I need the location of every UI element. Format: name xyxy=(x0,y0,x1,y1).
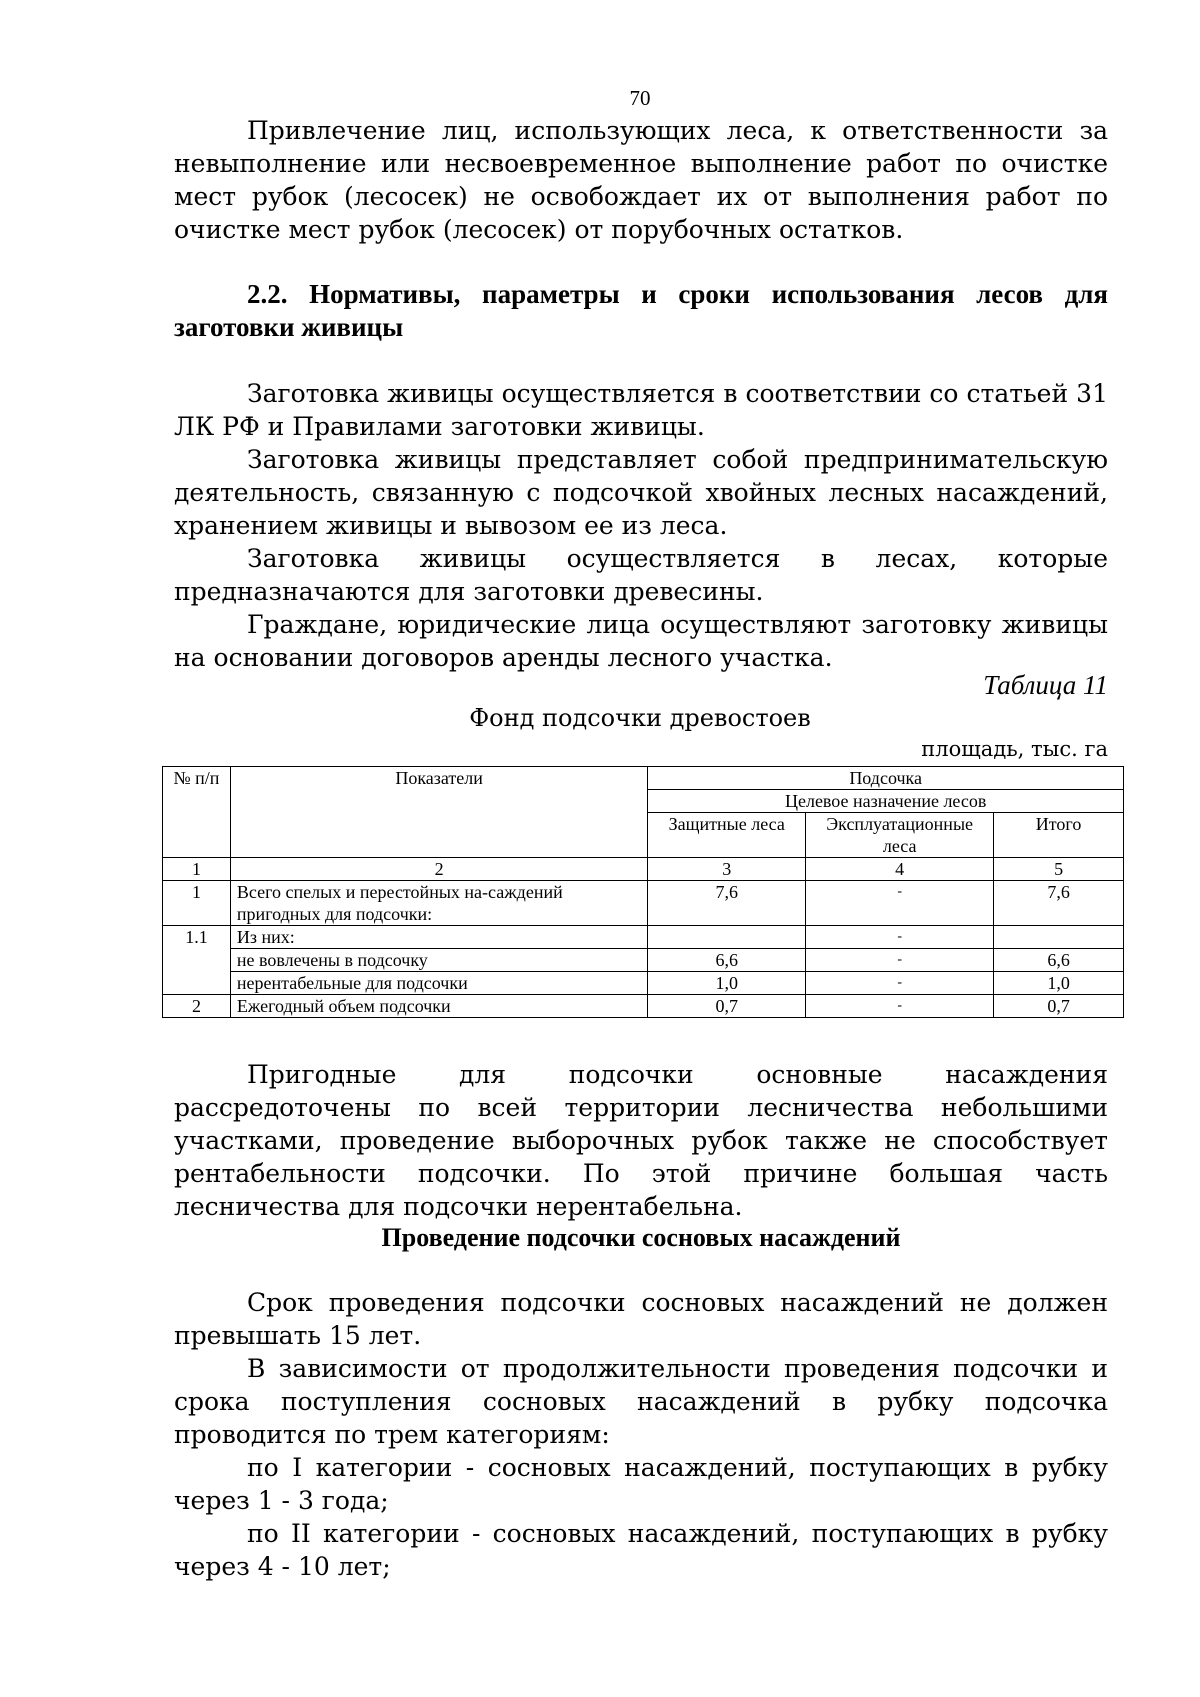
row-num: 2 xyxy=(163,995,231,1018)
paragraph: Заготовка живицы осуществляется в соответствии со статьей 31 ЛК РФ и Правилами заготовки живицы. xyxy=(174,379,1108,441)
row-exploitation: - xyxy=(806,972,994,995)
paragraph: Заготовка живицы представляет собой предпринимательскую деятельность, связанную с подсочкой хвойных лесных насаждений, хранением живицы и вывозом ее из леса. xyxy=(174,445,1108,540)
row-label: Из них: xyxy=(230,926,647,949)
row-total: 1,0 xyxy=(994,972,1124,995)
row-num: 1.1 xyxy=(163,926,231,995)
intro-text xyxy=(174,114,1108,246)
paragraph: В зависимости от продолжительности проведения подсочки и срока поступления сосновых насаждений в рубку подсочка проводится по трем категориям: xyxy=(174,1354,1108,1449)
paragraph: Срок проведения подсочки сосновых насаждений не должен превышать 15 лет. xyxy=(174,1288,1108,1350)
header-purpose: Целевое назначение лесов xyxy=(648,790,1124,813)
paragraph: по II категории - сосновых насаждений, поступающих в рубку через 4 - 10 лет; xyxy=(174,1519,1108,1581)
body-text-2 xyxy=(174,1058,1108,1223)
header-protective: Защитные леса xyxy=(648,813,806,858)
body-text-3 xyxy=(174,1286,1108,1583)
table-row xyxy=(163,881,1124,926)
table-unit: площадь, тыс. га xyxy=(921,737,1108,761)
column-number: 4 xyxy=(806,858,994,881)
paragraph: Заготовка живицы осуществляется в лесах, которые предназначаются для заготовки древесины. xyxy=(174,544,1108,606)
header-exploitation: Эксплуатационные леса xyxy=(806,813,994,858)
table-title: Фонд подсочки древостоев xyxy=(469,704,811,732)
row-label: нерентабельные для подсочки xyxy=(230,972,647,995)
row-protective: 0,7 xyxy=(648,995,806,1018)
row-protective: 7,6 xyxy=(648,881,806,926)
row-label: Ежегодный объем подсочки xyxy=(230,995,647,1018)
table-header-row xyxy=(163,767,1124,790)
paragraph: по I категории - сосновых насаждений, поступающих в рубку через 1 - 3 года; xyxy=(174,1453,1108,1515)
row-num: 1 xyxy=(163,881,231,926)
section-heading: 2.2. Нормативы, параметры и сроки использования лесов для заготовки живицы xyxy=(174,279,1108,342)
row-exploitation: - xyxy=(806,881,994,926)
tapping-fund-table xyxy=(162,766,1124,1018)
row-exploitation: - xyxy=(806,949,994,972)
header-tapping: Подсочка xyxy=(648,767,1124,790)
paragraph: Пригодные для подсочки основные насаждения рассредоточены по всей территории лесничества небольшими участками, проведение выборочных рубок также не способствует рентабельности подсочки. По этой причине большая часть лесничества для подсочки нерентабельна. xyxy=(174,1060,1108,1221)
table-label: Таблица 11 xyxy=(983,670,1108,700)
table-row xyxy=(163,926,1124,949)
column-number-row xyxy=(163,858,1124,881)
paragraph: Граждане, юридические лица осуществляют заготовку живицы на основании договоров аренды лесного участка. xyxy=(174,610,1108,672)
row-total: 0,7 xyxy=(994,995,1124,1018)
column-number: 1 xyxy=(163,858,231,881)
row-total xyxy=(994,926,1124,949)
table-row xyxy=(163,949,1124,972)
page-number: 70 xyxy=(629,86,651,110)
row-protective: 1,0 xyxy=(648,972,806,995)
header-total: Итого xyxy=(994,813,1124,858)
paragraph: Привлечение лиц, использующих леса, к ответственности за невыполнение или несвоевременное выполнение работ по очистке мест рубок (лесосек) не освобождает их от выполнения работ по очистке мест рубок (лесосек) от порубочных остатков. xyxy=(174,116,1108,244)
column-number: 2 xyxy=(230,858,647,881)
header-indicators: Показатели xyxy=(230,767,647,858)
subheading: Проведение подсочки сосновых насаждений xyxy=(381,1223,901,1252)
row-exploitation: - xyxy=(806,926,994,949)
row-total: 6,6 xyxy=(994,949,1124,972)
row-protective: 6,6 xyxy=(648,949,806,972)
column-number: 3 xyxy=(648,858,806,881)
column-number: 5 xyxy=(994,858,1124,881)
row-protective xyxy=(648,926,806,949)
table-row xyxy=(163,995,1124,1018)
row-label: Всего спелых и перестойных на-саждений пригодных для подсочки: xyxy=(230,881,647,926)
row-exploitation: - xyxy=(806,995,994,1018)
table-row xyxy=(163,972,1124,995)
row-label: не вовлечены в подсочку xyxy=(230,949,647,972)
header-num: № п/п xyxy=(163,767,231,858)
body-text-1 xyxy=(174,377,1108,674)
row-total: 7,6 xyxy=(994,881,1124,926)
